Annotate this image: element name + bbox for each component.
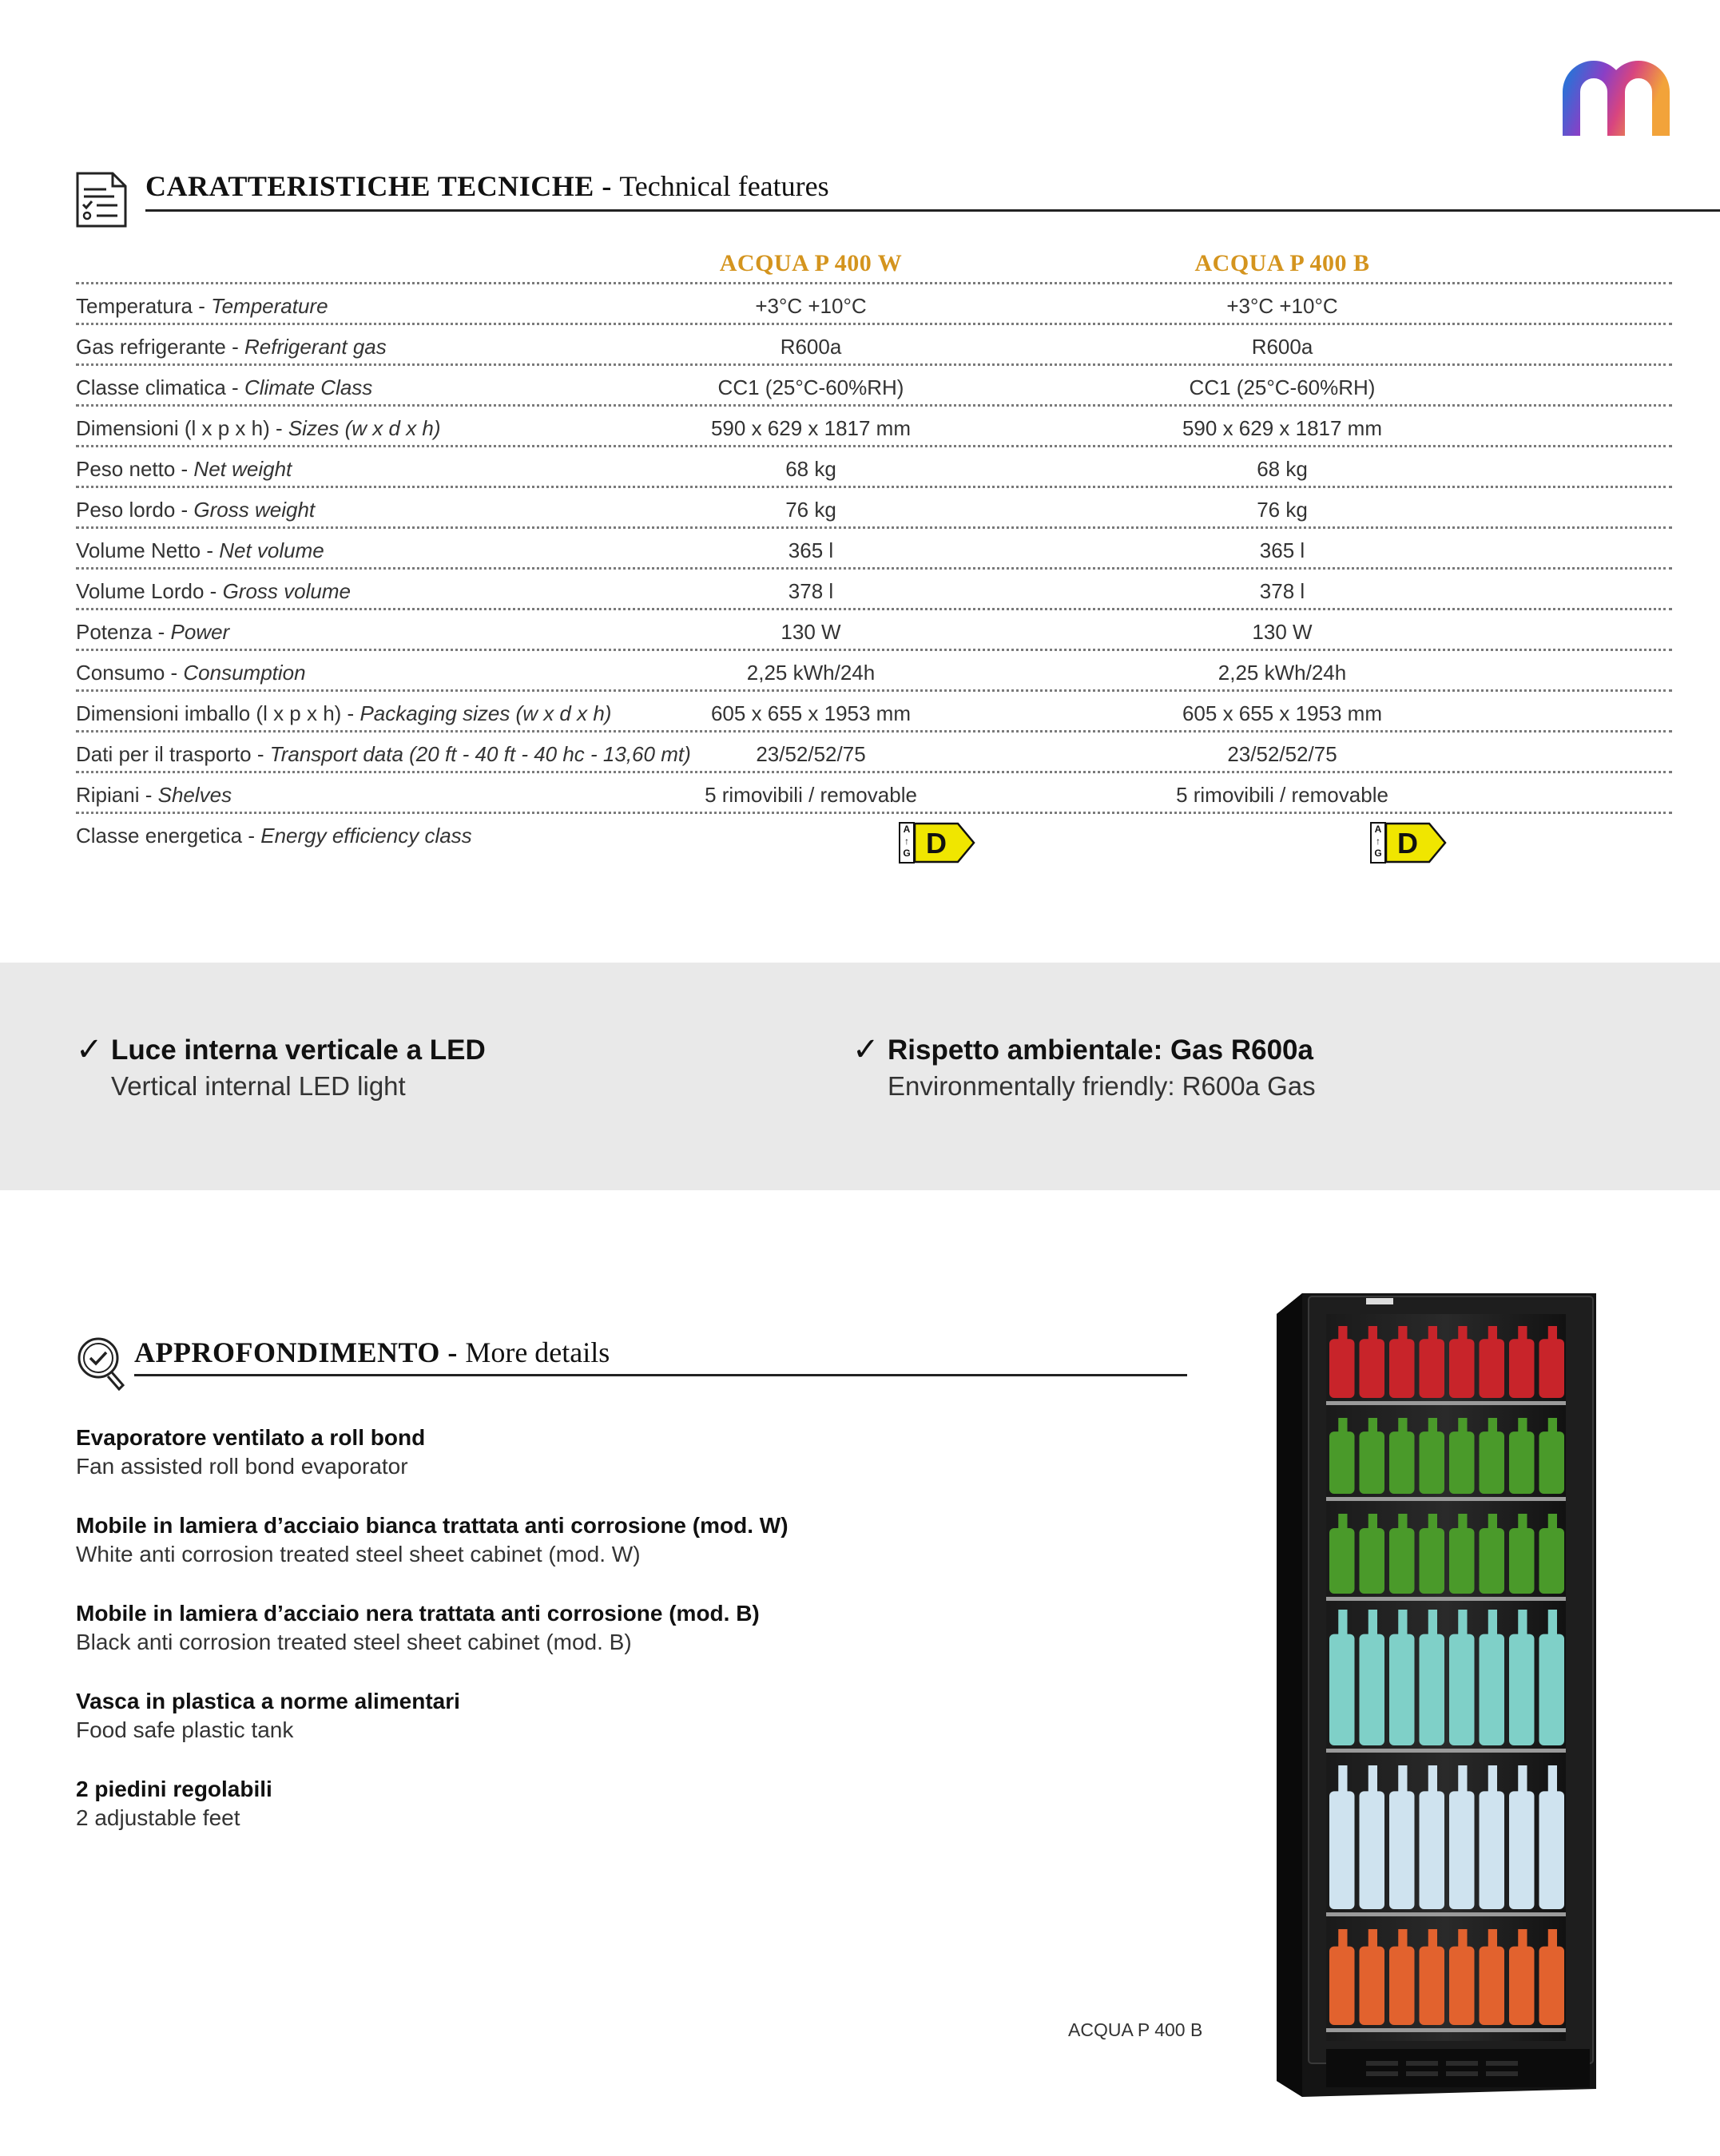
feature-title: Luce interna verticale a LED [111,1034,486,1066]
bottle-neck [1488,1418,1497,1433]
bottle-neck [1428,1418,1437,1433]
energy-scale: A ↑ G [899,822,915,864]
bottle [1509,1339,1535,1398]
spec-label-en: Gross volume [222,579,351,603]
bottle-neck [1548,1418,1557,1433]
bottle [1480,1528,1505,1594]
bottle-neck [1428,1514,1437,1530]
section-title-tech [145,169,829,203]
spec-label-it: Classe climatica [76,375,226,399]
bottle [1360,1431,1385,1494]
bottle [1449,1528,1475,1594]
bottle [1539,1339,1565,1398]
bottle [1449,1791,1475,1909]
fridge-product-image [1270,1290,1614,2105]
spec-value-w: 76 kg [785,498,836,522]
spec-label-it: Classe energetica [76,824,243,848]
spec-label: Temperatura - Temperature [76,294,328,318]
bottle-neck [1398,1514,1407,1530]
spec-row [76,366,1672,407]
spec-value-b: CC1 (25°C-60%RH) [1189,375,1376,399]
detail-title: 2 piedini regolabili [76,1777,272,1801]
spec-label-it: Consumo [76,661,165,685]
bottle-neck [1518,1326,1527,1340]
spec-label-en: Sizes (w x d x h) [288,416,441,440]
energy-class-letter: D [926,827,947,860]
bottle-neck [1458,1514,1467,1530]
bottle-neck [1338,1765,1347,1794]
spec-label-en: Net weight [193,457,292,481]
bottle [1329,1339,1355,1398]
section-title-en: More details [465,1336,610,1368]
title-separator: - [439,1336,466,1368]
spec-value-w: 68 kg [785,457,836,481]
bottle [1389,1634,1415,1745]
spec-row-energy [76,814,1672,878]
bottle-neck [1368,1418,1377,1433]
bottle [1480,1947,1505,2025]
spec-label: Consumo - Consumption [76,661,306,685]
bottle [1449,1947,1475,2025]
bottle-neck [1458,1326,1467,1340]
model-heading-w: ACQUA P 400 W [719,250,903,276]
bottle-neck [1488,1326,1497,1340]
bottle [1480,1634,1505,1745]
bottle-neck [1398,1418,1407,1433]
bottle-neck [1428,1929,1437,1948]
spec-value-b: 590 x 629 x 1817 mm [1182,416,1383,440]
feature-title: Rispetto ambientale: Gas R600a [888,1034,1313,1066]
spec-value-b: +3°C +10°C [1226,294,1338,318]
bottle [1389,1339,1415,1398]
spec-value-w: 2,25 kWh/24h [746,661,876,685]
spec-label-en: Temperature [211,294,328,318]
spec-label: Classe climatica - Climate Class [76,375,373,399]
bottle-neck [1398,1326,1407,1340]
bottle [1329,1947,1355,2025]
bottle-neck [1368,1326,1377,1340]
bottle [1420,1431,1445,1494]
spec-row [76,733,1672,773]
spec-value-w: +3°C +10°C [755,294,867,318]
bottle-neck [1488,1610,1497,1637]
detail-subtitle: Fan assisted roll bond evaporator [76,1454,408,1479]
bottle-neck [1368,1514,1377,1530]
bottle [1329,1528,1355,1594]
spec-row [76,610,1672,651]
bottle [1329,1634,1355,1745]
bottle-neck [1428,1765,1437,1794]
bottle [1389,1947,1415,2025]
section-title-details [134,1336,610,1369]
spec-table [76,244,1672,878]
bottle [1539,1634,1565,1745]
spec-label-it: Peso netto [76,457,176,481]
bottle [1360,1791,1385,1909]
bottle-neck [1338,1929,1347,1948]
bottle-neck [1458,1418,1467,1433]
spec-value-w: 590 x 629 x 1817 mm [710,416,912,440]
spec-value-b: 130 W [1252,620,1313,644]
spec-value-b: 76 kg [1257,498,1308,522]
bottle [1480,1339,1505,1398]
spec-row [76,325,1672,366]
spec-label-it: Dimensioni (l x p x h) [76,416,270,440]
spec-value-b: 68 kg [1257,457,1308,481]
detail-title: Mobile in lamiera d’acciaio nera trattata anti corrosione (mod. B) [76,1601,760,1626]
bottle-neck [1398,1765,1407,1794]
bottle [1539,1791,1565,1909]
bottle [1389,1791,1415,1909]
bottle-neck [1548,1326,1557,1340]
bottle [1480,1791,1505,1909]
spec-label: Gas refrigerante - Refrigerant gas [76,335,387,359]
section-title-it: APPROFONDIMENTO [134,1336,440,1368]
spec-label: Dimensioni imballo (l x p x h) - Packaging sizes (w x d x h) [76,701,612,725]
details-list [76,1423,1075,1863]
spec-label-en: Energy efficiency class [260,824,472,848]
bottle [1509,1528,1535,1594]
model-heading-b: ACQUA P 400 B [1194,250,1370,276]
spec-row [76,773,1672,814]
bottle-neck [1338,1514,1347,1530]
shelf [1326,1401,1566,1405]
feature-subtitle: Vertical internal LED light [111,1071,406,1101]
spec-value-w: 365 l [788,538,834,562]
title-separator: - [594,170,620,202]
spec-label-it: Dimensioni imballo (l x p x h) [76,701,342,725]
bottle [1329,1431,1355,1494]
spec-label-it: Gas refrigerante [76,335,226,359]
spec-label-it: Volume Netto [76,538,201,562]
bottle-neck [1548,1929,1557,1948]
shelf [1326,1749,1566,1753]
bottle-neck [1518,1514,1527,1530]
bottle-neck [1488,1765,1497,1794]
shelf [1326,2028,1566,2032]
spec-row [76,488,1672,529]
spec-label-en: Consumption [183,661,306,685]
spec-row [76,447,1672,488]
energy-scale: A ↑ G [1370,822,1386,864]
spec-value-b: R600a [1251,335,1313,359]
detail-item [76,1423,1075,1481]
bottle-neck [1398,1929,1407,1948]
bottle [1329,1791,1355,1909]
feature-subtitle: Environmentally friendly: R600a Gas [888,1071,1316,1101]
spec-value-b: 23/52/52/75 [1227,742,1337,766]
spec-label: Potenza - Power [76,620,230,644]
detail-title: Vasca in plastica a norme alimentari [76,1689,460,1713]
spec-label-it: Ripiani [76,783,140,807]
bottle-neck [1458,1929,1467,1948]
spec-label: Peso lordo - Gross weight [76,498,316,522]
magnifier-check-icon [74,1334,130,1393]
detail-title: Mobile in lamiera d’acciaio bianca trattata anti corrosione (mod. W) [76,1513,788,1538]
bottle [1360,1947,1385,2025]
bottle-neck [1428,1610,1437,1637]
spec-label: Dimensioni (l x p x h) - Sizes (w x d x h) [76,416,441,440]
bottle-neck [1518,1418,1527,1433]
bottle [1449,1634,1475,1745]
spec-label: Dati per il trasporto - Transport data (20 ft - 40 ft - 40 hc - 13,60 mt) [76,742,691,766]
bottle-neck [1368,1929,1377,1948]
energy-class-badge-w [899,822,975,865]
detail-item [76,1775,1075,1832]
bottle-neck [1518,1765,1527,1794]
bottle [1449,1339,1475,1398]
spec-label: Volume Lordo - Gross volume [76,579,351,603]
bottle [1449,1431,1475,1494]
section-title-it: CARATTERISTICHE TECNICHE [145,170,594,202]
spec-label-it: Dati per il trasporto [76,742,252,766]
spec-label-it: Volume Lordo [76,579,205,603]
spec-value-b: 605 x 655 x 1953 mm [1182,701,1383,725]
bottle-neck [1338,1418,1347,1433]
spec-row [76,529,1672,570]
spec-label-en: Net volume [219,538,324,562]
bottle-neck [1458,1610,1467,1637]
bottle-neck [1368,1610,1377,1637]
detail-subtitle: Black anti corrosion treated steel sheet cabinet (mod. B) [76,1630,632,1654]
shelf [1326,1597,1566,1601]
spec-value-w: R600a [780,335,842,359]
bottle [1480,1431,1505,1494]
bottle-neck [1548,1514,1557,1530]
spec-row [76,570,1672,610]
spec-label: Volume Netto - Net volume [76,538,324,562]
check-icon: ✓ [76,1032,103,1067]
spec-label-en: Transport data (20 ft - 40 ft - 40 hc - 13,60 mt) [269,742,691,766]
energy-class-letter: D [1397,827,1418,860]
shelf [1326,1497,1566,1501]
bottle [1509,1791,1535,1909]
spec-label: Classe energetica - Energy efficiency class [76,824,472,848]
bottle-neck [1428,1326,1437,1340]
bottle [1539,1528,1565,1594]
section-title-en: Technical features [619,170,829,202]
bottle [1420,1339,1445,1398]
bottle-neck [1338,1610,1347,1637]
spec-table-header [76,244,1672,282]
spec-value-w: 605 x 655 x 1953 mm [710,701,912,725]
bottle-neck [1518,1929,1527,1948]
spec-value-b: 5 rimovibili / removable [1176,783,1388,807]
bottle-neck [1398,1610,1407,1637]
bottle [1360,1339,1385,1398]
spec-label-en: Refrigerant gas [244,335,387,359]
bottle-neck [1488,1514,1497,1530]
detail-subtitle: White anti corrosion treated steel sheet cabinet (mod. W) [76,1542,641,1566]
spec-value-w: 5 rimovibili / removable [705,783,917,807]
spec-label-en: Power [170,620,230,644]
bottle [1360,1634,1385,1745]
spec-row [76,692,1672,733]
spec-value-w: CC1 (25°C-60%RH) [717,375,904,399]
energy-class-badge-b [1370,822,1447,865]
spec-label-en: Shelves [157,783,232,807]
spec-value-b: 378 l [1259,579,1305,603]
detail-item [76,1511,1075,1569]
section-rule [145,209,1720,212]
bottle [1360,1528,1385,1594]
spec-label-en: Packaging sizes (w x d x h) [359,701,612,725]
shelf [1326,1912,1566,1916]
brand-logo [1562,56,1674,140]
bottle-neck [1518,1610,1527,1637]
section-rule [134,1374,1187,1376]
bottle [1509,1431,1535,1494]
bottle-neck [1548,1765,1557,1794]
spec-label-it: Peso lordo [76,498,176,522]
detail-subtitle: Food safe plastic tank [76,1717,294,1742]
bottle [1539,1431,1565,1494]
spec-label-it: Temperatura [76,294,193,318]
bottle [1420,1634,1445,1745]
bottle [1420,1528,1445,1594]
spec-label: Peso netto - Net weight [76,457,292,481]
spec-value-w: 378 l [788,579,834,603]
check-icon: ✓ [852,1032,880,1067]
spec-label-en: Climate Class [244,375,373,399]
features-band [0,963,1720,1190]
bottle [1509,1634,1535,1745]
spec-row [76,407,1672,447]
bottle [1420,1791,1445,1909]
bottle [1389,1431,1415,1494]
spec-value-w: 23/52/52/75 [756,742,866,766]
bottle-neck [1548,1610,1557,1637]
bottle [1509,1947,1535,2025]
bottle-neck [1338,1326,1347,1340]
spec-label: Ripiani - Shelves [76,783,232,807]
bottle-neck [1368,1765,1377,1794]
bottle [1389,1528,1415,1594]
bottle [1420,1947,1445,2025]
bottle-neck [1458,1765,1467,1794]
detail-subtitle: 2 adjustable feet [76,1805,240,1830]
spec-value-b: 2,25 kWh/24h [1218,661,1347,685]
detail-title: Evaporatore ventilato a roll bond [76,1425,426,1450]
spec-label-en: Gross weight [193,498,316,522]
detail-item [76,1687,1075,1745]
spec-sheet-icon [74,170,129,229]
spec-label-it: Potenza [76,620,153,644]
spec-value-w: 130 W [781,620,841,644]
bottle [1539,1947,1565,2025]
fridge-caption: ACQUA P 400 B [1068,2019,1203,2040]
bottle-neck [1488,1929,1497,1948]
spec-row [76,284,1672,325]
spec-row [76,651,1672,692]
spec-value-b: 365 l [1259,538,1305,562]
detail-item [76,1599,1075,1657]
